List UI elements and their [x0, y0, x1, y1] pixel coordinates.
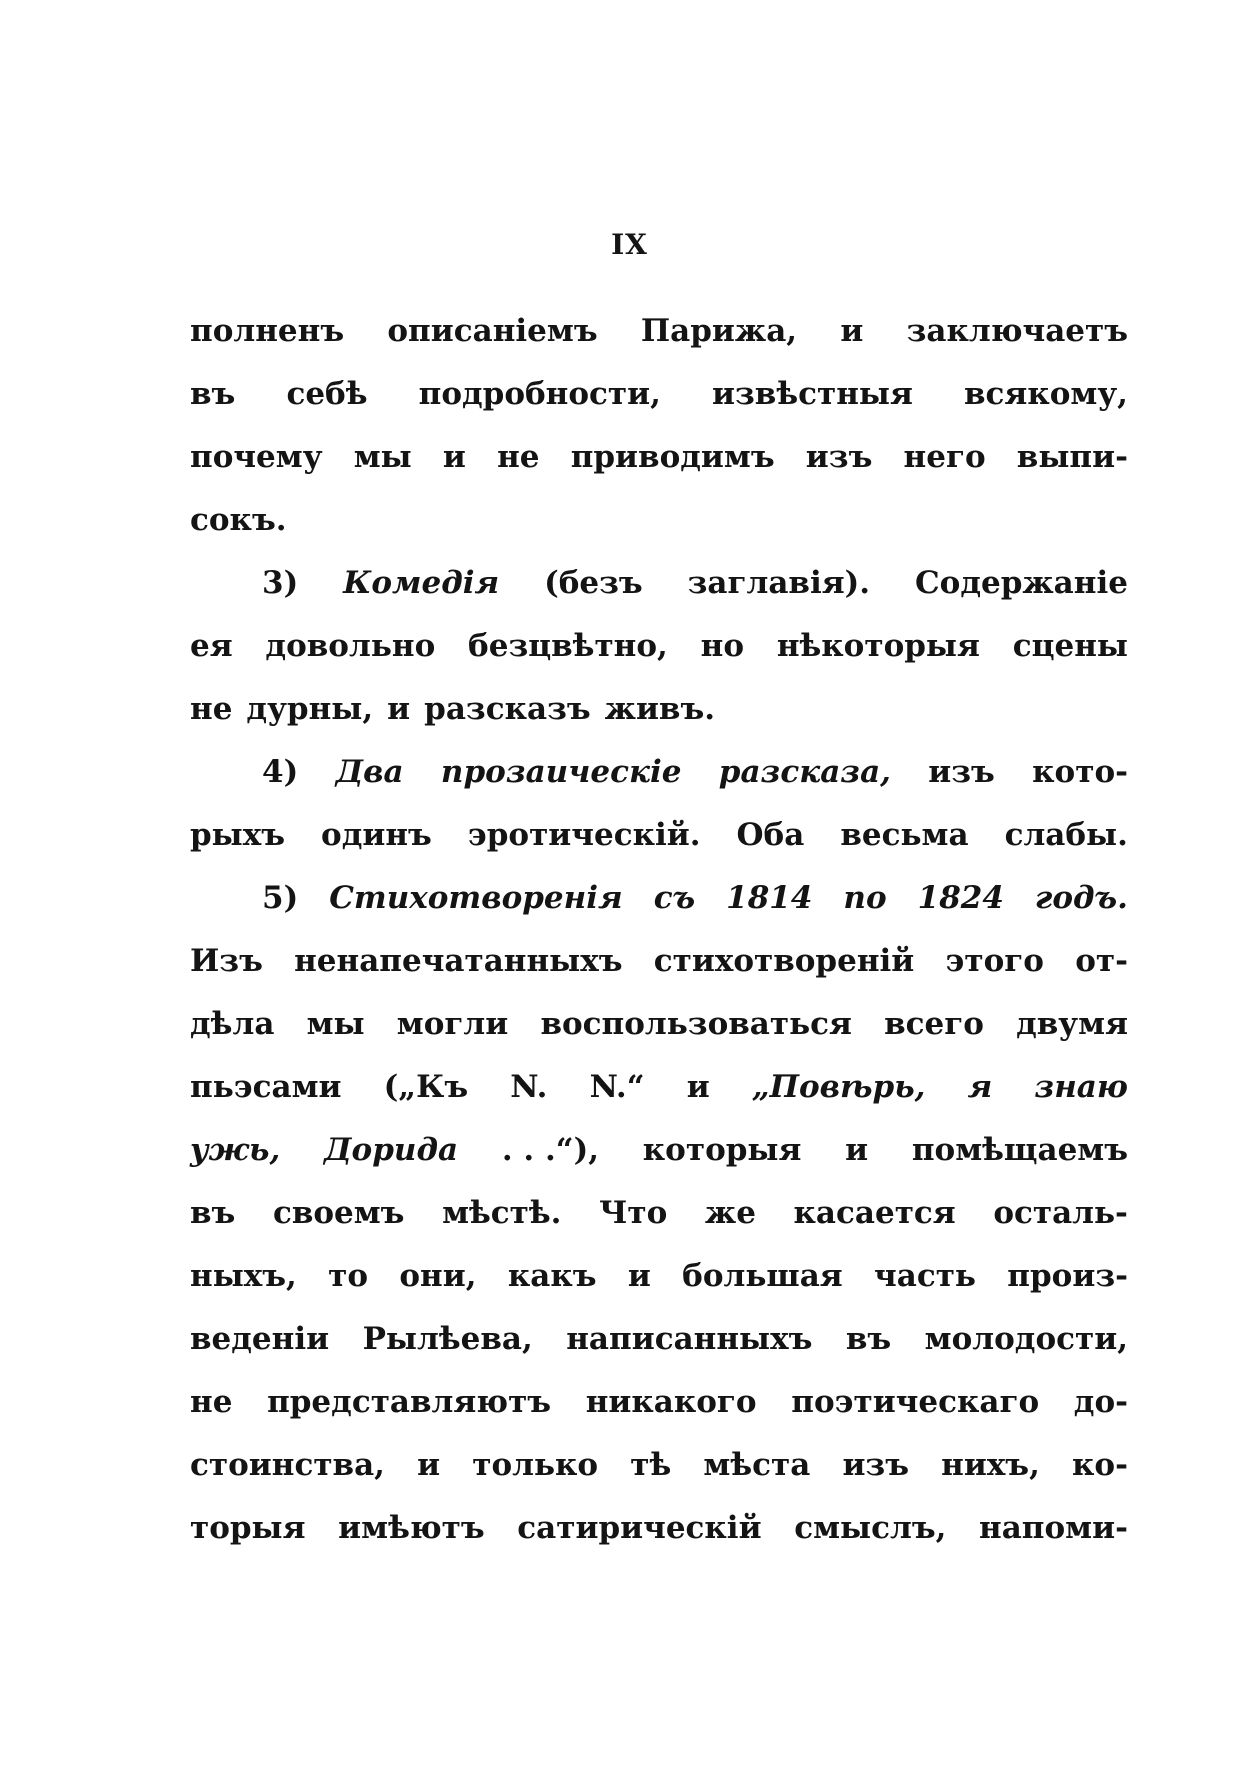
- text-line: [190, 489, 1128, 552]
- word: всего: [884, 1006, 984, 1042]
- word: же: [704, 1195, 756, 1231]
- word: ея: [190, 628, 233, 664]
- word: которыя: [642, 1132, 802, 1168]
- text-line: [190, 1371, 1128, 1434]
- word: описаніемъ: [387, 313, 598, 349]
- text-line: [190, 867, 1128, 930]
- text-line: [190, 1182, 1128, 1245]
- word: то: [328, 1258, 369, 1294]
- word: N.“: [589, 1069, 645, 1105]
- word: смыслъ,: [794, 1510, 947, 1546]
- word: въ: [845, 1321, 892, 1357]
- word: въ: [190, 376, 236, 412]
- word: пьэсами: [190, 1069, 342, 1105]
- word: весьма: [840, 817, 969, 853]
- word: двумя: [1016, 1006, 1128, 1042]
- word: молодости,: [924, 1321, 1128, 1357]
- word: сатирическій: [517, 1510, 762, 1546]
- page-number: IX: [611, 228, 648, 261]
- text-line: [190, 363, 1128, 426]
- text-line: [190, 678, 1128, 741]
- word: Стихотворенія: [329, 880, 623, 916]
- word: („Къ: [383, 1069, 469, 1105]
- word: рыхъ: [190, 817, 286, 853]
- text-line: [190, 300, 1128, 363]
- word: . . .“),: [501, 1132, 600, 1168]
- word: Содержаніе: [914, 565, 1128, 601]
- word: (безъ: [544, 565, 643, 601]
- word: произ-: [1007, 1258, 1128, 1294]
- word: кото-: [1032, 754, 1128, 790]
- word: представляютъ: [267, 1384, 552, 1420]
- word: большая: [682, 1258, 843, 1294]
- word: стоинства,: [190, 1447, 385, 1483]
- word: эротическій.: [467, 817, 701, 853]
- text-line: [190, 1119, 1128, 1182]
- word: одинъ: [321, 817, 432, 853]
- word: этого: [945, 943, 1044, 979]
- word: Два: [335, 754, 404, 790]
- word: дурны,: [246, 691, 374, 727]
- word: Комедія: [343, 565, 500, 601]
- word: мы: [306, 1006, 365, 1042]
- word: до-: [1073, 1384, 1128, 1420]
- word: касается: [793, 1195, 956, 1231]
- word: своемъ: [272, 1195, 405, 1231]
- word: осталь-: [993, 1195, 1128, 1231]
- word: приводимъ: [570, 439, 775, 475]
- word: не: [190, 691, 233, 727]
- text-line: [190, 615, 1128, 678]
- text-line: [190, 1308, 1128, 1371]
- word: почему: [190, 439, 323, 475]
- word: съ: [653, 880, 696, 916]
- word: какъ: [507, 1258, 597, 1294]
- word: мы: [353, 439, 412, 475]
- word: ко-: [1072, 1447, 1128, 1483]
- word: имѣютъ: [338, 1510, 485, 1546]
- word: помѣщаемъ: [911, 1132, 1128, 1168]
- word: подробности,: [418, 376, 661, 412]
- word: по: [843, 880, 887, 916]
- word: разсказъ: [424, 691, 591, 727]
- word: него: [903, 439, 986, 475]
- word: „Повѣрь,: [751, 1069, 926, 1105]
- word: написанныхъ: [566, 1321, 813, 1357]
- word: они,: [399, 1258, 477, 1294]
- word: дѣла: [190, 1006, 275, 1042]
- word: только: [472, 1447, 599, 1483]
- word: мѣстѣ.: [442, 1195, 562, 1231]
- word: напоми-: [979, 1510, 1128, 1546]
- text-line: [190, 993, 1128, 1056]
- word: безцвѣтно,: [468, 628, 668, 664]
- word: и: [845, 1132, 869, 1168]
- text-line: [190, 1245, 1128, 1308]
- text-line: [190, 741, 1128, 804]
- word: всякому,: [964, 376, 1128, 412]
- word: заглавія).: [687, 565, 871, 601]
- word: 3): [262, 565, 299, 601]
- word: но: [700, 628, 745, 664]
- word: Рылѣева,: [362, 1321, 533, 1357]
- word: не: [190, 1384, 233, 1420]
- word: стихотвореній: [653, 943, 915, 979]
- text-line: [190, 1434, 1128, 1497]
- word: и: [417, 1447, 441, 1483]
- word: и: [442, 439, 466, 475]
- word: Дорида: [323, 1132, 459, 1168]
- word: довольно: [265, 628, 436, 664]
- word: не: [497, 439, 540, 475]
- word: годъ.: [1034, 880, 1128, 916]
- word: мѣста: [703, 1447, 811, 1483]
- word: веденіи: [190, 1321, 330, 1357]
- text-line: [190, 930, 1128, 993]
- word: заключаетъ: [906, 313, 1128, 349]
- word: я: [967, 1069, 993, 1105]
- word: и: [387, 691, 411, 727]
- word: воспользоваться: [540, 1006, 852, 1042]
- word: Оба: [736, 817, 805, 853]
- word: себѣ: [286, 376, 368, 412]
- word: 1814: [726, 880, 813, 916]
- word: могли: [396, 1006, 509, 1042]
- word: знаю: [1034, 1069, 1128, 1105]
- word: 4): [262, 754, 299, 790]
- word: въ: [190, 1195, 236, 1231]
- word: никакого: [585, 1384, 757, 1420]
- word: Изъ: [190, 943, 263, 979]
- word: часть: [874, 1258, 976, 1294]
- word: ужь,: [190, 1132, 281, 1168]
- text-line: [190, 1056, 1128, 1119]
- text-line: [190, 1497, 1128, 1560]
- word: и: [840, 313, 864, 349]
- word: N.: [510, 1069, 548, 1105]
- word: ненапечатанныхъ: [294, 943, 623, 979]
- body-text: [190, 300, 1128, 1560]
- word: сокъ.: [190, 502, 287, 538]
- word: слабы.: [1004, 817, 1128, 853]
- word: прозаическіе: [440, 754, 682, 790]
- word: и: [686, 1069, 710, 1105]
- word: от-: [1075, 943, 1128, 979]
- text-line: [190, 804, 1128, 867]
- word: изъ: [842, 1447, 909, 1483]
- word: 5): [262, 880, 299, 916]
- word: разсказа,: [718, 754, 891, 790]
- word: живъ.: [604, 691, 716, 727]
- word: 1824: [917, 880, 1004, 916]
- text-line: [190, 426, 1128, 489]
- word: нѣкоторыя: [776, 628, 980, 664]
- word: сцены: [1012, 628, 1128, 664]
- word: выпи-: [1016, 439, 1128, 475]
- word: изъ: [928, 754, 995, 790]
- word: Что: [599, 1195, 668, 1231]
- text-line: [190, 552, 1128, 615]
- word: Парижа,: [640, 313, 798, 349]
- word: извѣстныя: [712, 376, 913, 412]
- word: поэтическаго: [791, 1384, 1040, 1420]
- word: и: [627, 1258, 651, 1294]
- word: торыя: [190, 1510, 306, 1546]
- word: ныхъ,: [190, 1258, 297, 1294]
- word: полненъ: [190, 313, 345, 349]
- word: тѣ: [630, 1447, 672, 1483]
- word: изъ: [805, 439, 873, 475]
- word: нихъ,: [941, 1447, 1040, 1483]
